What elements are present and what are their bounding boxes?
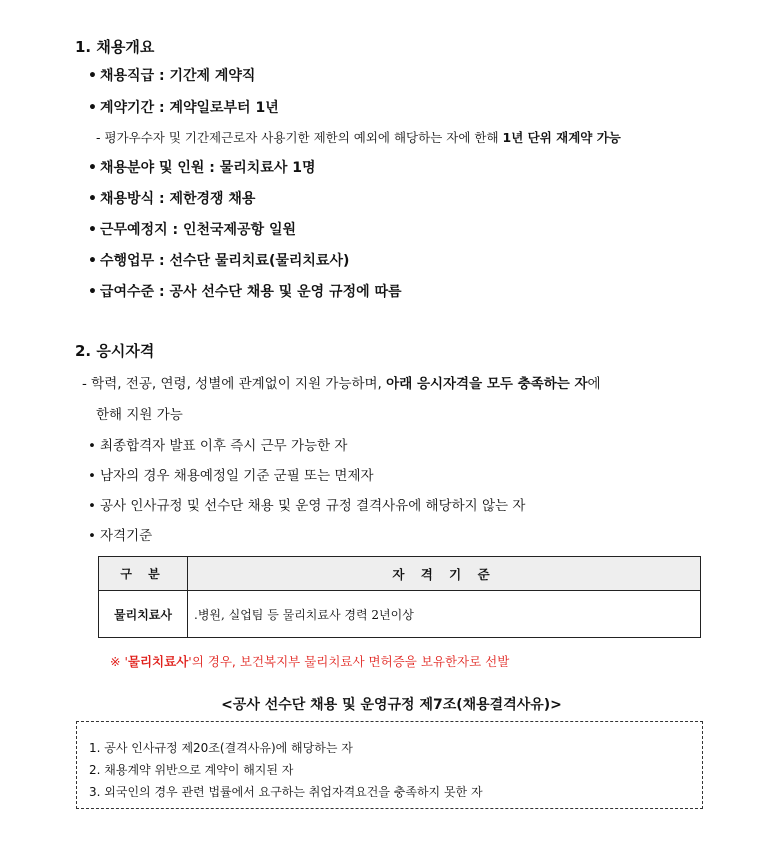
list-item: • 공사 인사규정 및 선수단 채용 및 운영 규정 결격사유에 해당하지 않는 자: [88, 498, 526, 514]
table-row: [99, 591, 701, 638]
eligibility-intro: - 학력, 전공, 연령, 성별에 관계없이 지원 가능하며, 아래 응시자격을 모두 충족하는 자에: [82, 376, 601, 392]
table-cell-category: 물리치료사: [99, 591, 188, 638]
list-item: • 채용분야 및 인원 : 물리치료사 1명: [88, 160, 316, 176]
list-item: 2. 채용계약 위반으로 계약이 해지된 자: [89, 763, 294, 777]
qualification-table: [98, 556, 701, 638]
table-header-row: [99, 557, 701, 591]
table-header-category: 구 분: [99, 557, 188, 591]
license-notice: ※ '물리치료사'의 경우, 보건복지부 물리치료사 면허증을 보유한자로 선발: [110, 654, 510, 669]
list-item: • 급여수준 : 공사 선수단 채용 및 운영 규정에 따름: [88, 284, 402, 300]
eligibility-intro-line2: 한해 지원 가능: [96, 407, 183, 423]
table-header-criteria: 자 격 기 준: [188, 557, 701, 591]
list-item: 3. 외국인의 경우 관련 법률에서 요구하는 취업자격요건을 충족하지 못한 자: [89, 785, 483, 799]
section1-title: 1. 채용개요: [75, 38, 155, 56]
list-item: 1. 공사 인사규정 제20조(결격사유)에 해당하는 자: [89, 741, 353, 755]
list-item: • 채용직급 : 기간제 계약직: [88, 68, 256, 84]
renewal-note: - 평가우수자 및 기간제근로자 사용기한 제한의 예외에 해당하는 자에 한해 1년 단위 재계약 가능: [96, 130, 621, 145]
disqualification-box: [76, 721, 703, 809]
disqualification-title: <공사 선수단 채용 및 운영규정 제7조(채용결격사유)>: [221, 697, 562, 713]
list-item: • 근무예정지 : 인천국제공항 일원: [88, 222, 297, 238]
list-item: • 최종합격자 발표 이후 즉시 근무 가능한 자: [88, 438, 348, 454]
table-cell-criteria: .병원, 실업팀 등 물리치료사 경력 2년이상: [188, 591, 701, 638]
list-item: • 남자의 경우 채용예정일 기준 군필 또는 면제자: [88, 468, 374, 484]
list-item: • 자격기준: [88, 528, 153, 544]
list-item: • 채용방식 : 제한경쟁 채용: [88, 191, 256, 207]
section2-title: 2. 응시자격: [75, 342, 155, 360]
list-item: • 수행업무 : 선수단 물리치료(물리치료사): [88, 253, 350, 269]
list-item: • 계약기간 : 계약일로부터 1년: [88, 100, 279, 116]
